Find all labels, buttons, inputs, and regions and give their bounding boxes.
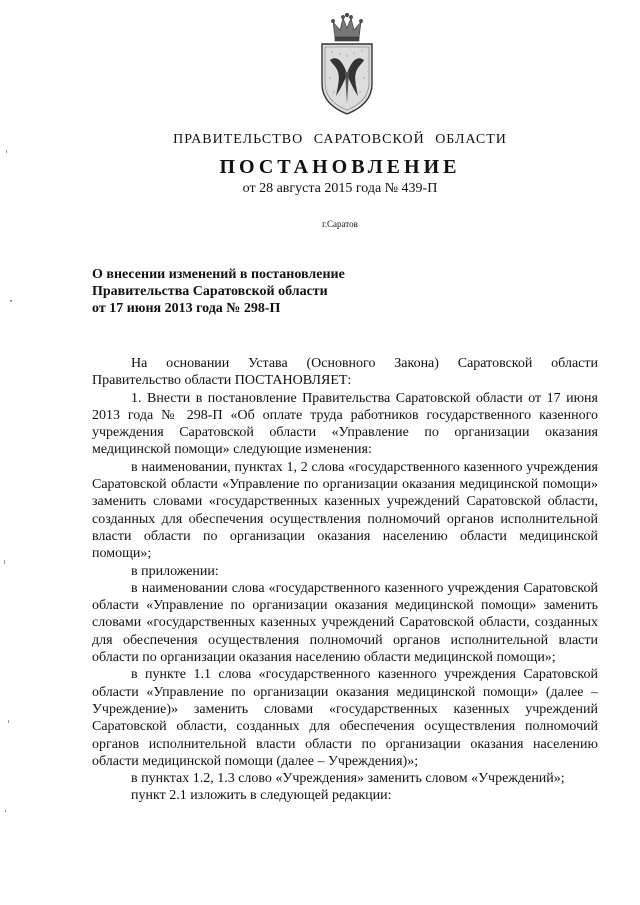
subject-line: О внесении изменений в постановление	[92, 267, 345, 282]
scan-mark	[8, 720, 9, 723]
body-paragraph: пункт 2.1 изложить в следующей редакции:	[131, 788, 392, 804]
document-subject	[92, 266, 345, 317]
scan-mark	[5, 810, 6, 812]
scan-mark	[4, 560, 5, 564]
body-paragraph: в приложении:	[131, 563, 219, 579]
subject-line: Правительства Саратовской области	[92, 284, 328, 299]
document-date-number: от 28 августа 2015 года № 439-П	[242, 181, 438, 196]
scan-mark	[6, 150, 7, 153]
body-paragraph: На основании Устава (Основного Закона) Саратовской области Правительство области ПОСТАНОВЛЯЕТ:	[92, 356, 598, 389]
document-city: г.Саратов	[322, 219, 358, 229]
body-paragraph: в наименовании слова «государственного казенного учреждения Саратовской области «Управление по организации оказания медицинской помощи» заменить словами «государственных казенных учреждений Саратовской области, созданных для обеспечения осуществления полномочий органов исполнительной власти области по организации оказания населению области медицинской помощи»;	[92, 580, 598, 666]
government-name: ПРАВИТЕЛЬСТВО САРАТОВСКОЙ ОБЛАСТИ	[173, 132, 507, 147]
body-paragraph: 1. Внести в постановление Правительства Саратовской области от 17 июня 2013 года № 298-П «Об оплате труда работников государственного казенного учреждения Саратовской области «Управление по организации оказания медицинской помощи» следующие изменения:	[92, 390, 598, 458]
body-paragraph: в пункте 1.1 слова «государственного казенного учреждения Саратовской области «Управление по организации оказания медицинской помощи» (далее – Учреждение)» заменить словами «государственных казенных учреждений Саратовской области, созданных для обеспечения осуществления полномочий органов исполнительной власти области по организации оказания населению области медицинской помощи (далее – Учреждения)»;	[92, 667, 598, 769]
scan-mark	[10, 300, 12, 302]
body-paragraph: в наименовании, пунктах 1, 2 слова «государственного казенного учреждения Саратовской области «Управление по организации оказания медицинской помощи» заменить словами «государственных казенных учреждений Саратовской области, созданных для обеспечения осуществления полномочий органов исполнительной власти области по организации оказания населению области медицинской помощи»;	[92, 459, 598, 562]
saratov-coat-of-arms-icon	[318, 12, 376, 118]
body-paragraph: в пунктах 1.2, 1.3 слово «Учреждения» заменить словом «Учреждений»;	[131, 771, 565, 787]
document-type-title: ПОСТАНОВЛЕНИЕ	[219, 156, 461, 178]
document-body	[92, 355, 598, 805]
subject-line: от 17 июня 2013 года № 298-П	[92, 301, 281, 316]
